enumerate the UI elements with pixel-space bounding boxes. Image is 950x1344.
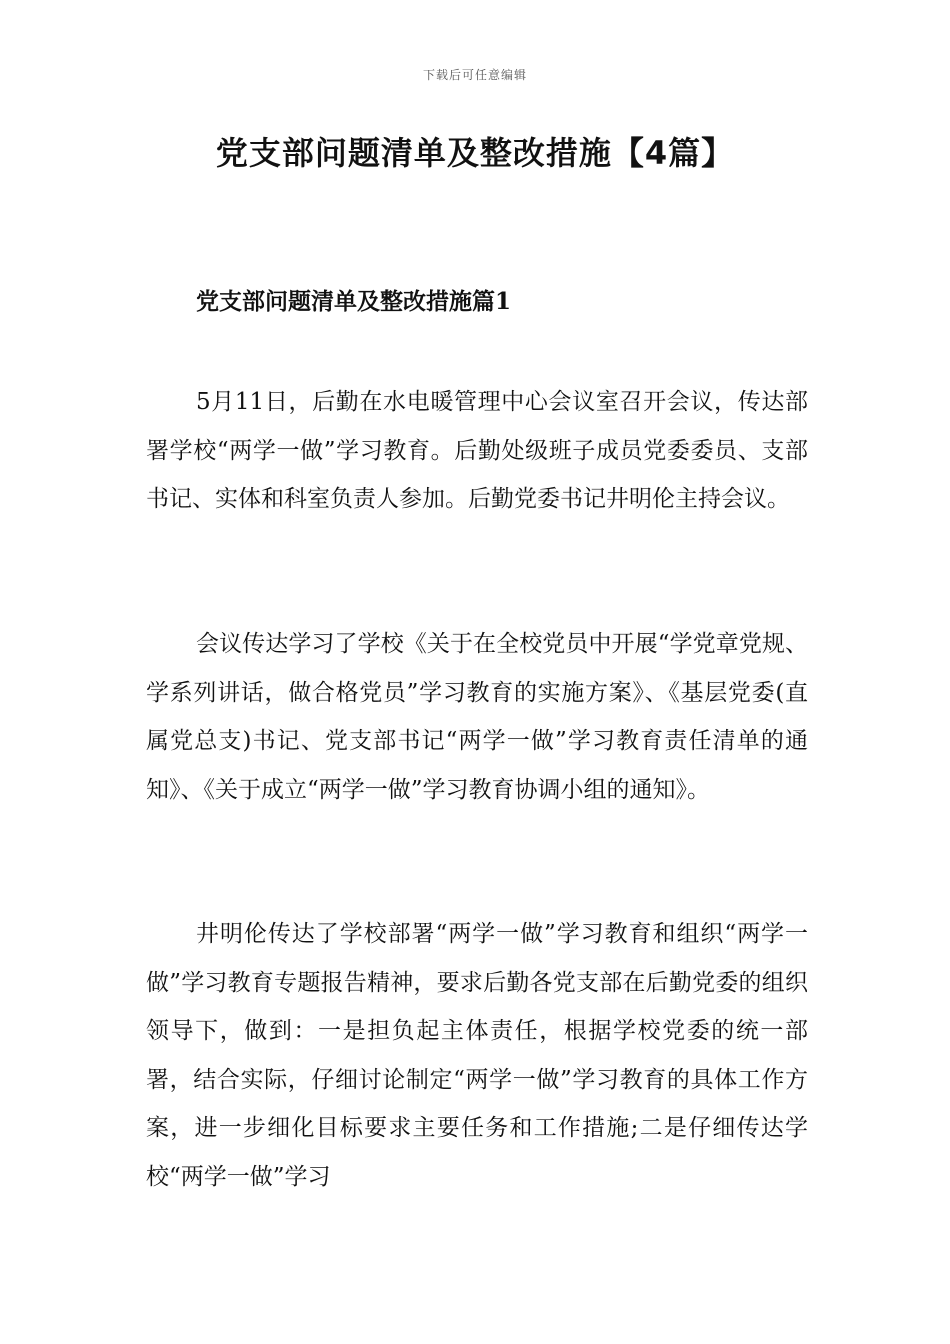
section-heading: 党支部问题清单及整改措施篇1	[196, 288, 512, 315]
header-note: 下载后可任意编辑	[422, 68, 527, 82]
paragraph-1: 5月11日，后勤在水电暖管理中心会议室召开会议，传达部署学校“两学一做”学习教育。后勤处级班子成员党委委员、支部书记、实体和科室负责人参加。后勤党委书记井明伦主持会议。	[146, 389, 808, 513]
paragraph-2: 会议传达学习了学校《关于在全校党员中开展“学党章党规、学系列讲话，做合格党员”学习教育的实施方案》、《基层党委(直属党总支)书记、党支部书记“两学一做”学习教育责任清单的通知》、《关于成立“两学一做”学习教育协调小组的通知》。	[146, 631, 808, 803]
document-title: 党支部问题清单及整改措施【4篇】	[215, 134, 735, 172]
paragraph-3: 井明伦传达了学校部署“两学一做”学习教育和组织“两学一做”学习教育专题报告精神，要求后勤各党支部在后勤党委的组织领导下，做到：一是担负起主体责任，根据学校党委的统一部署，结合实际，仔细讨论制定“两学一做”学习教育的具体工作方案，进一步细化目标要求主要任务和工作措施;二是仔细传达学校“两学一做”学习	[146, 921, 808, 1190]
